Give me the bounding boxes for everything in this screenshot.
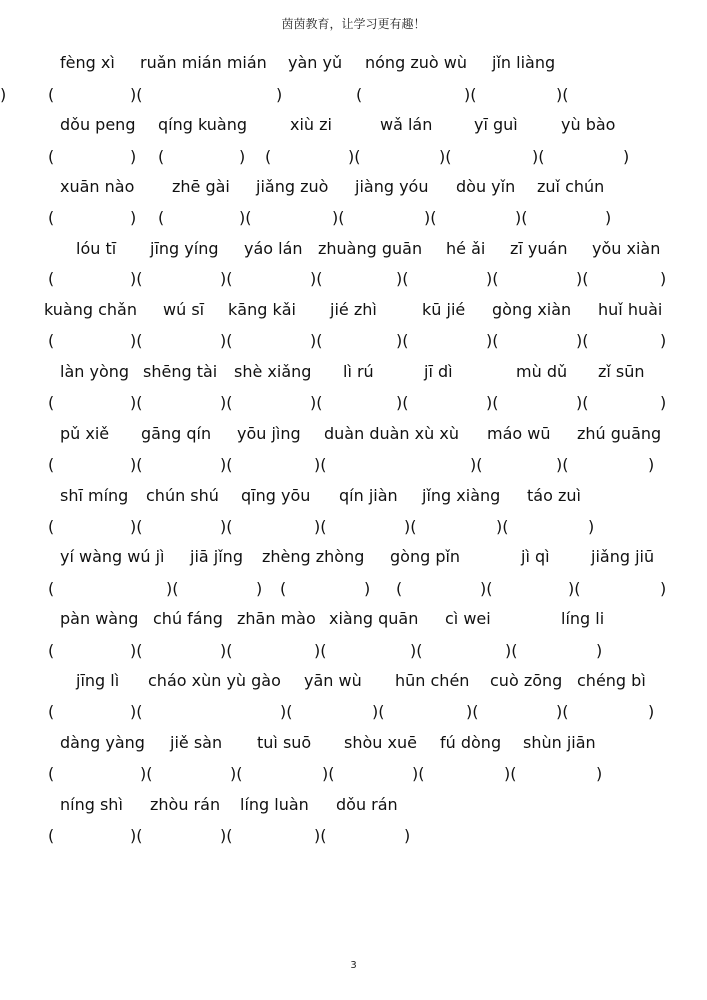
pinyin-word: jiàng yóu (355, 177, 429, 196)
pinyin-word: shī míng (60, 486, 129, 505)
answer-bracket: ) (256, 579, 263, 598)
pinyin-word: gòng xiàn (492, 300, 572, 319)
pinyin-word: zhèng zhòng (262, 547, 365, 566)
answer-bracket: )( (166, 579, 179, 598)
page-number: 3 (350, 960, 357, 971)
pinyin-word: dǒu rán (336, 795, 398, 814)
answer-bracket: )( (130, 331, 143, 350)
answer-bracket: )( (130, 455, 143, 474)
pinyin-row (0, 423, 707, 445)
answer-bracket-row (0, 763, 707, 785)
answer-bracket: )( (220, 393, 233, 412)
answer-bracket-row (0, 330, 707, 352)
pinyin-word: shēng tài (143, 362, 218, 381)
pinyin-word: gòng pǐn (390, 547, 461, 566)
pinyin-word: nóng zuò wù (365, 53, 467, 72)
answer-bracket-row (0, 454, 707, 476)
answer-bracket: )( (466, 702, 479, 721)
answer-bracket: )( (496, 517, 509, 536)
pinyin-row (0, 238, 707, 260)
answer-bracket-row (0, 268, 707, 290)
pinyin-word: pàn wàng (60, 609, 139, 628)
pinyin-word: chéng bì (577, 671, 646, 690)
pinyin-row (0, 670, 707, 692)
answer-bracket: ( (265, 147, 272, 166)
pinyin-row (0, 485, 707, 507)
answer-bracket: )( (140, 764, 153, 783)
pinyin-word: zhòu rán (150, 795, 221, 814)
pinyin-word: pǔ xiě (60, 424, 110, 443)
answer-bracket: ( (48, 208, 55, 227)
answer-bracket: ( (396, 579, 403, 598)
pinyin-word: xiù zi (290, 115, 332, 134)
pinyin-word: xuān nào (60, 177, 135, 196)
pinyin-word: shòu xuē (344, 733, 417, 752)
answer-bracket: ( (48, 579, 55, 598)
pinyin-word: jīng lì (76, 671, 120, 690)
pinyin-word: dòu yǐn (456, 177, 516, 196)
answer-bracket: )( (576, 269, 589, 288)
answer-bracket: )( (220, 517, 233, 536)
pinyin-word: zǐ sūn (598, 362, 645, 381)
pinyin-word: jiě sàn (170, 733, 223, 752)
pinyin-word: yáo lán (244, 239, 303, 258)
answer-bracket: )( (314, 517, 327, 536)
pinyin-row (0, 794, 707, 816)
pinyin-word: zhān mào (237, 609, 316, 628)
answer-bracket: )( (556, 702, 569, 721)
answer-bracket: ( (48, 702, 55, 721)
answer-bracket: )( (130, 702, 143, 721)
pinyin-word: jīng yíng (150, 239, 219, 258)
answer-bracket: ) (660, 393, 667, 412)
answer-bracket-row (0, 640, 707, 662)
answer-bracket: )( (486, 393, 499, 412)
pinyin-word: shùn jiān (523, 733, 596, 752)
answer-bracket: ) (623, 147, 630, 166)
answer-bracket-row (0, 701, 707, 723)
answer-bracket: ( (158, 208, 165, 227)
answer-bracket: ) (130, 208, 137, 227)
pinyin-word: qíng kuàng (158, 115, 247, 134)
answer-bracket: ( (48, 455, 55, 474)
answer-bracket: )( (412, 764, 425, 783)
answer-bracket: ) (364, 579, 371, 598)
answer-bracket: )( (568, 579, 581, 598)
answer-bracket: ) (596, 764, 603, 783)
answer-bracket: ( (48, 393, 55, 412)
pinyin-word: zuǐ chún (537, 177, 605, 196)
answer-bracket: ( (280, 579, 287, 598)
answer-bracket: )( (556, 455, 569, 474)
page-header: 茵茵教育，让学习更有趣！ (281, 17, 426, 31)
pinyin-word: hūn chén (395, 671, 470, 690)
pinyin-word: jǐn liàng (492, 53, 556, 72)
answer-bracket: ( (48, 269, 55, 288)
answer-bracket: )( (486, 331, 499, 350)
answer-bracket: ) (239, 147, 246, 166)
answer-bracket: ) (276, 85, 283, 104)
answer-bracket: ) (0, 85, 7, 104)
answer-bracket: )( (576, 331, 589, 350)
answer-bracket: )( (130, 393, 143, 412)
pinyin-word: zī yuán (510, 239, 568, 258)
answer-bracket: )( (310, 393, 323, 412)
pinyin-word: xiàng quān (329, 609, 419, 628)
pinyin-word: gāng qín (141, 424, 212, 443)
answer-bracket: )( (310, 269, 323, 288)
pinyin-word: jì qì (521, 547, 550, 566)
answer-bracket: ) (404, 826, 411, 845)
pinyin-word: lì rú (343, 362, 374, 381)
pinyin-word: fèng xì (60, 53, 115, 72)
pinyin-word: cháo xùn yù gào (148, 671, 281, 690)
answer-bracket: )( (332, 208, 345, 227)
pinyin-word: mù dǔ (516, 362, 568, 381)
pinyin-word: dǒu peng (60, 115, 136, 134)
pinyin-word: wú sī (163, 300, 205, 319)
answer-bracket: )( (130, 517, 143, 536)
answer-bracket: )( (504, 764, 517, 783)
pinyin-row (0, 732, 707, 754)
answer-bracket: )( (314, 641, 327, 660)
pinyin-row (0, 361, 707, 383)
pinyin-word: yàn yǔ (288, 53, 343, 72)
answer-bracket: ( (48, 331, 55, 350)
pinyin-word: ruǎn mián mián (140, 53, 267, 72)
pinyin-word: zhú guāng (577, 424, 662, 443)
answer-bracket: )( (220, 455, 233, 474)
answer-bracket: )( (230, 764, 243, 783)
answer-bracket: )( (576, 393, 589, 412)
answer-bracket: )( (424, 208, 437, 227)
pinyin-word: chú fáng (153, 609, 223, 628)
pinyin-word: yōu jìng (237, 424, 301, 443)
answer-bracket: )( (505, 641, 518, 660)
pinyin-word: chún shú (146, 486, 219, 505)
answer-bracket-row (0, 516, 707, 538)
answer-bracket: )( (130, 641, 143, 660)
answer-bracket-row (0, 146, 707, 168)
answer-bracket: ( (48, 641, 55, 660)
pinyin-word: jǐng xiàng (422, 486, 501, 505)
answer-bracket: ( (356, 85, 363, 104)
pinyin-word: líng luàn (240, 795, 309, 814)
pinyin-row (0, 608, 707, 630)
pinyin-word: táo zuì (527, 486, 581, 505)
answer-bracket-row (0, 578, 707, 600)
answer-bracket: )( (515, 208, 528, 227)
pinyin-word: jī dì (424, 362, 453, 381)
answer-bracket: ( (48, 826, 55, 845)
answer-bracket: ) (648, 702, 655, 721)
answer-bracket: ) (605, 208, 612, 227)
pinyin-word: lóu tī (76, 239, 117, 258)
pinyin-word: jié zhì (330, 300, 377, 319)
answer-bracket: )( (410, 641, 423, 660)
answer-bracket: )( (130, 826, 143, 845)
answer-bracket: )( (439, 147, 452, 166)
pinyin-word: duàn duàn xù xù (324, 424, 459, 443)
answer-bracket-row (0, 84, 707, 106)
pinyin-word: qín jiàn (339, 486, 398, 505)
pinyin-row (0, 546, 707, 568)
answer-bracket: ( (48, 85, 55, 104)
pinyin-row (0, 114, 707, 136)
pinyin-row (0, 299, 707, 321)
answer-bracket-row (0, 825, 707, 847)
pinyin-word: yān wù (304, 671, 362, 690)
pinyin-word: zhē gài (172, 177, 230, 196)
pinyin-word: cì wei (445, 609, 491, 628)
answer-bracket: )( (239, 208, 252, 227)
pinyin-word: làn yòng (60, 362, 130, 381)
pinyin-word: yí wàng wú jì (60, 547, 165, 566)
answer-bracket-row (0, 207, 707, 229)
pinyin-word: kuàng chǎn (44, 300, 137, 319)
answer-bracket: ) (660, 579, 667, 598)
pinyin-word: jiǎng jiū (591, 547, 655, 566)
pinyin-word: dàng yàng (60, 733, 145, 752)
answer-bracket: ) (660, 269, 667, 288)
answer-bracket: )( (220, 331, 233, 350)
pinyin-word: huǐ huài (598, 300, 663, 319)
pinyin-word: tuì suō (257, 733, 312, 752)
answer-bracket: ) (130, 147, 137, 166)
pinyin-word: kū jié (422, 300, 466, 319)
answer-bracket: )( (310, 331, 323, 350)
pinyin-word: jiǎng zuò (256, 177, 329, 196)
answer-bracket: )( (322, 764, 335, 783)
answer-bracket: )( (280, 702, 293, 721)
answer-bracket: )( (556, 85, 569, 104)
answer-bracket: )( (396, 331, 409, 350)
answer-bracket: ) (660, 331, 667, 350)
answer-bracket: ( (48, 517, 55, 536)
answer-bracket: )( (372, 702, 385, 721)
pinyin-word: hé ǎi (446, 239, 486, 258)
answer-bracket: )( (314, 826, 327, 845)
pinyin-word: yù bào (561, 115, 616, 134)
pinyin-word: fú dòng (440, 733, 502, 752)
pinyin-word: níng shì (60, 795, 123, 814)
answer-bracket: )( (396, 269, 409, 288)
pinyin-row (0, 176, 707, 198)
pinyin-word: wǎ lán (380, 115, 433, 134)
pinyin-word: líng li (561, 609, 605, 628)
answer-bracket: )( (314, 455, 327, 474)
answer-bracket: ( (158, 147, 165, 166)
pinyin-word: máo wū (487, 424, 551, 443)
answer-bracket: )( (220, 641, 233, 660)
answer-bracket: ) (596, 641, 603, 660)
answer-bracket: )( (464, 85, 477, 104)
answer-bracket: )( (486, 269, 499, 288)
pinyin-row (0, 52, 707, 74)
pinyin-word: yǒu xiàn (592, 239, 661, 258)
answer-bracket: ) (588, 517, 595, 536)
pinyin-word: qīng yōu (241, 486, 311, 505)
pinyin-word: kāng kǎi (228, 300, 296, 319)
pinyin-word: zhuàng guān (318, 239, 423, 258)
answer-bracket: ( (48, 764, 55, 783)
answer-bracket: )( (130, 85, 143, 104)
pinyin-word: shè xiǎng (234, 362, 312, 381)
answer-bracket: )( (480, 579, 493, 598)
answer-bracket: )( (396, 393, 409, 412)
pinyin-word: jiā jǐng (190, 547, 243, 566)
answer-bracket: ) (648, 455, 655, 474)
answer-bracket: )( (130, 269, 143, 288)
pinyin-word: cuò zōng (490, 671, 563, 690)
answer-bracket: )( (220, 826, 233, 845)
answer-bracket: ( (48, 147, 55, 166)
answer-bracket: )( (220, 269, 233, 288)
pinyin-word: yī guì (474, 115, 518, 134)
answer-bracket: )( (470, 455, 483, 474)
answer-bracket: )( (404, 517, 417, 536)
answer-bracket: )( (348, 147, 361, 166)
answer-bracket-row (0, 392, 707, 414)
answer-bracket: )( (532, 147, 545, 166)
